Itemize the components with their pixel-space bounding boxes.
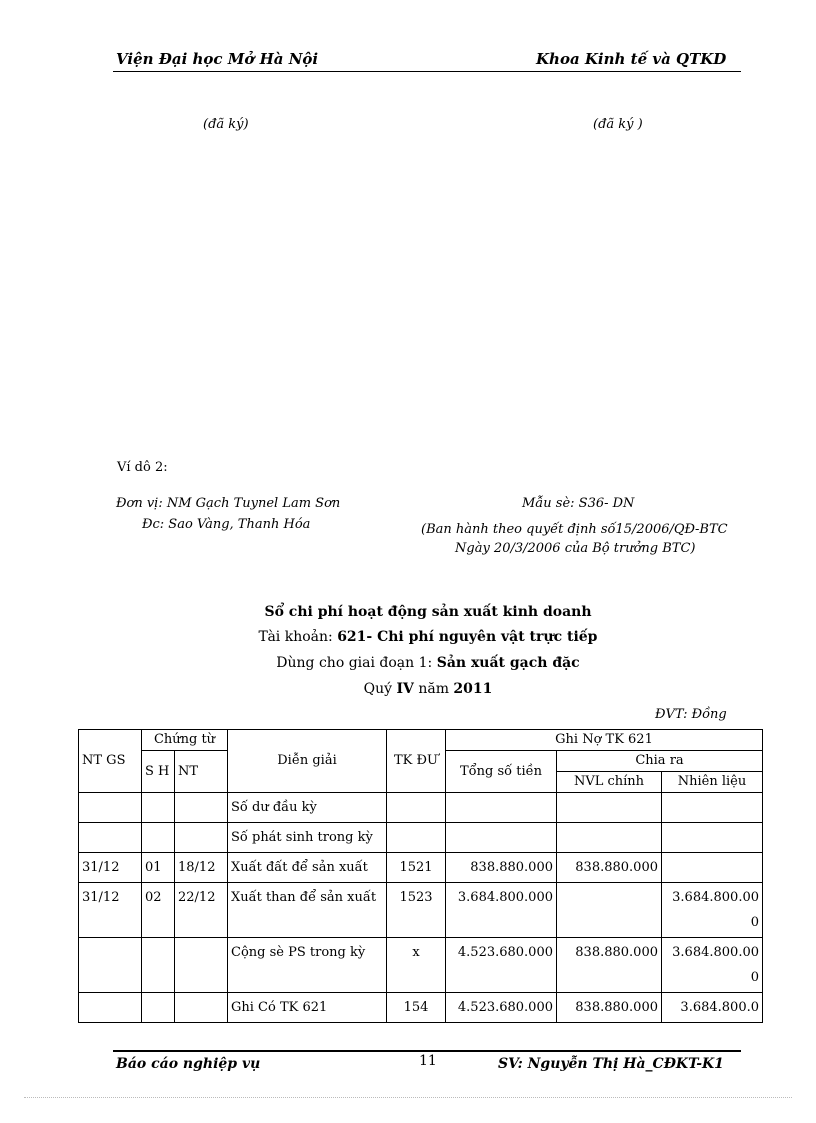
row-total	[446, 823, 557, 853]
row-desc: Xuất than để sản xuất	[228, 883, 387, 938]
row-nt	[175, 793, 228, 823]
row-fuel: 3.684.800.000	[662, 938, 763, 993]
row-tk	[387, 793, 446, 823]
account-prefix: Tài khoản:	[258, 629, 338, 645]
page-number: 11	[419, 1053, 437, 1069]
row-nt: 22/12	[175, 883, 228, 938]
row-nvl	[557, 883, 662, 938]
row-desc: Ghi Có TK 621	[228, 993, 387, 1023]
ledger-title: Sổ chi phí hoạt động sản xuất kinh doanh	[264, 604, 592, 620]
unit-address: Đc: Sao Vàng, Thanh Hóa	[142, 517, 311, 532]
row-nvl: 838.880.000	[557, 993, 662, 1023]
table-row	[79, 993, 763, 1023]
header-nt: NT	[175, 751, 228, 793]
row-desc: Xuất đất để sản xuất	[228, 853, 387, 883]
quarter-line	[0, 681, 816, 697]
example-label: Ví dô 2:	[117, 460, 168, 475]
signature-left: (đã ký)	[203, 117, 249, 132]
row-sh	[142, 823, 175, 853]
row-sh	[142, 793, 175, 823]
table-row	[79, 853, 763, 883]
stage-prefix: Dùng cho giai đoạn 1:	[276, 655, 437, 671]
row-total	[446, 793, 557, 823]
form-decision-line2: Ngày 20/3/2006 của Bộ trưởng BTC)	[455, 541, 696, 556]
row-tk: x	[387, 938, 446, 993]
row-nvl	[557, 793, 662, 823]
row-fuel	[662, 793, 763, 823]
row-fuel	[662, 853, 763, 883]
row-tk: 1521	[387, 853, 446, 883]
row-total: 838.880.000	[446, 853, 557, 883]
header-ghi-no: Ghi Nợ TK 621	[446, 730, 763, 751]
row-tk: 154	[387, 993, 446, 1023]
row-total: 4.523.680.000	[446, 993, 557, 1023]
row-nt	[175, 993, 228, 1023]
row-desc: Số dư đầu kỳ	[228, 793, 387, 823]
row-ntgs: 31/12	[79, 883, 142, 938]
row-ntgs	[79, 938, 142, 993]
header-rule	[113, 71, 741, 72]
footer-rule	[113, 1050, 741, 1052]
row-sh: 01	[142, 853, 175, 883]
table-row	[79, 938, 763, 993]
header-tkdu: TK ĐƯ	[387, 730, 446, 793]
stage-line	[0, 655, 816, 671]
row-sh	[142, 938, 175, 993]
row-nt	[175, 938, 228, 993]
header-nvl: NVL chính	[557, 772, 662, 793]
row-total: 3.684.800.000	[446, 883, 557, 938]
row-fuel	[662, 823, 763, 853]
footer-report: Báo cáo nghiệp vụ	[116, 1056, 261, 1072]
row-nvl	[557, 823, 662, 853]
year-value: 2011	[453, 681, 493, 697]
account-value: 621- Chi phí nguyên vật trực tiếp	[337, 629, 598, 645]
unit-name: Đơn vị: NM Gạch Tuynel Lam Sơn	[116, 496, 341, 511]
row-sh	[142, 993, 175, 1023]
ledger-table	[78, 729, 763, 1023]
quarter-value: IV	[396, 681, 414, 697]
header-chia-ra: Chia ra	[557, 751, 763, 772]
quarter-prefix: Quý	[363, 681, 397, 697]
row-nvl: 838.880.000	[557, 853, 662, 883]
table-row	[79, 883, 763, 938]
stage-value: Sản xuất gạch đặc	[436, 655, 580, 671]
table-row	[79, 823, 763, 853]
row-fuel: 3.684.800.0	[662, 993, 763, 1023]
header-tong: Tổng số tiền	[446, 751, 557, 793]
row-ntgs	[79, 793, 142, 823]
row-desc: Số phát sinh trong kỳ	[228, 823, 387, 853]
header-ntgs: NT GS	[79, 730, 142, 793]
header-nhien-lieu: Nhiên liệu	[662, 772, 763, 793]
header-sh: S H	[142, 751, 175, 793]
row-ntgs: 31/12	[79, 853, 142, 883]
row-total: 4.523.680.000	[446, 938, 557, 993]
header-institute: Viện Đại học Mở Hà Nội	[116, 50, 319, 68]
header-dien-giai: Diễn giải	[228, 730, 387, 793]
row-desc: Cộng sè PS trong kỳ	[228, 938, 387, 993]
signature-right: (đã ký )	[593, 117, 643, 132]
row-tk	[387, 823, 446, 853]
form-decision-line1: (Ban hành theo quyết định số15/2006/QĐ-BTC	[421, 522, 728, 537]
header-chung-tu: Chứng từ	[142, 730, 228, 751]
page-edge-divider	[24, 1097, 792, 1098]
row-ntgs	[79, 823, 142, 853]
header-faculty: Khoa Kinh tế và QTKD	[536, 50, 727, 68]
row-nt	[175, 823, 228, 853]
row-nvl: 838.880.000	[557, 938, 662, 993]
footer-student: SV: Nguyễn Thị Hà_CĐKT-K1	[498, 1056, 724, 1072]
row-nt: 18/12	[175, 853, 228, 883]
currency-unit: ĐVT: Đồng	[655, 707, 727, 722]
form-code: Mẫu sè: S36- DN	[522, 496, 635, 511]
account-line	[0, 629, 816, 645]
year-prefix: năm	[413, 681, 454, 697]
row-fuel: 3.684.800.000	[662, 883, 763, 938]
row-sh: 02	[142, 883, 175, 938]
row-ntgs	[79, 993, 142, 1023]
row-tk: 1523	[387, 883, 446, 938]
table-row	[79, 793, 763, 823]
